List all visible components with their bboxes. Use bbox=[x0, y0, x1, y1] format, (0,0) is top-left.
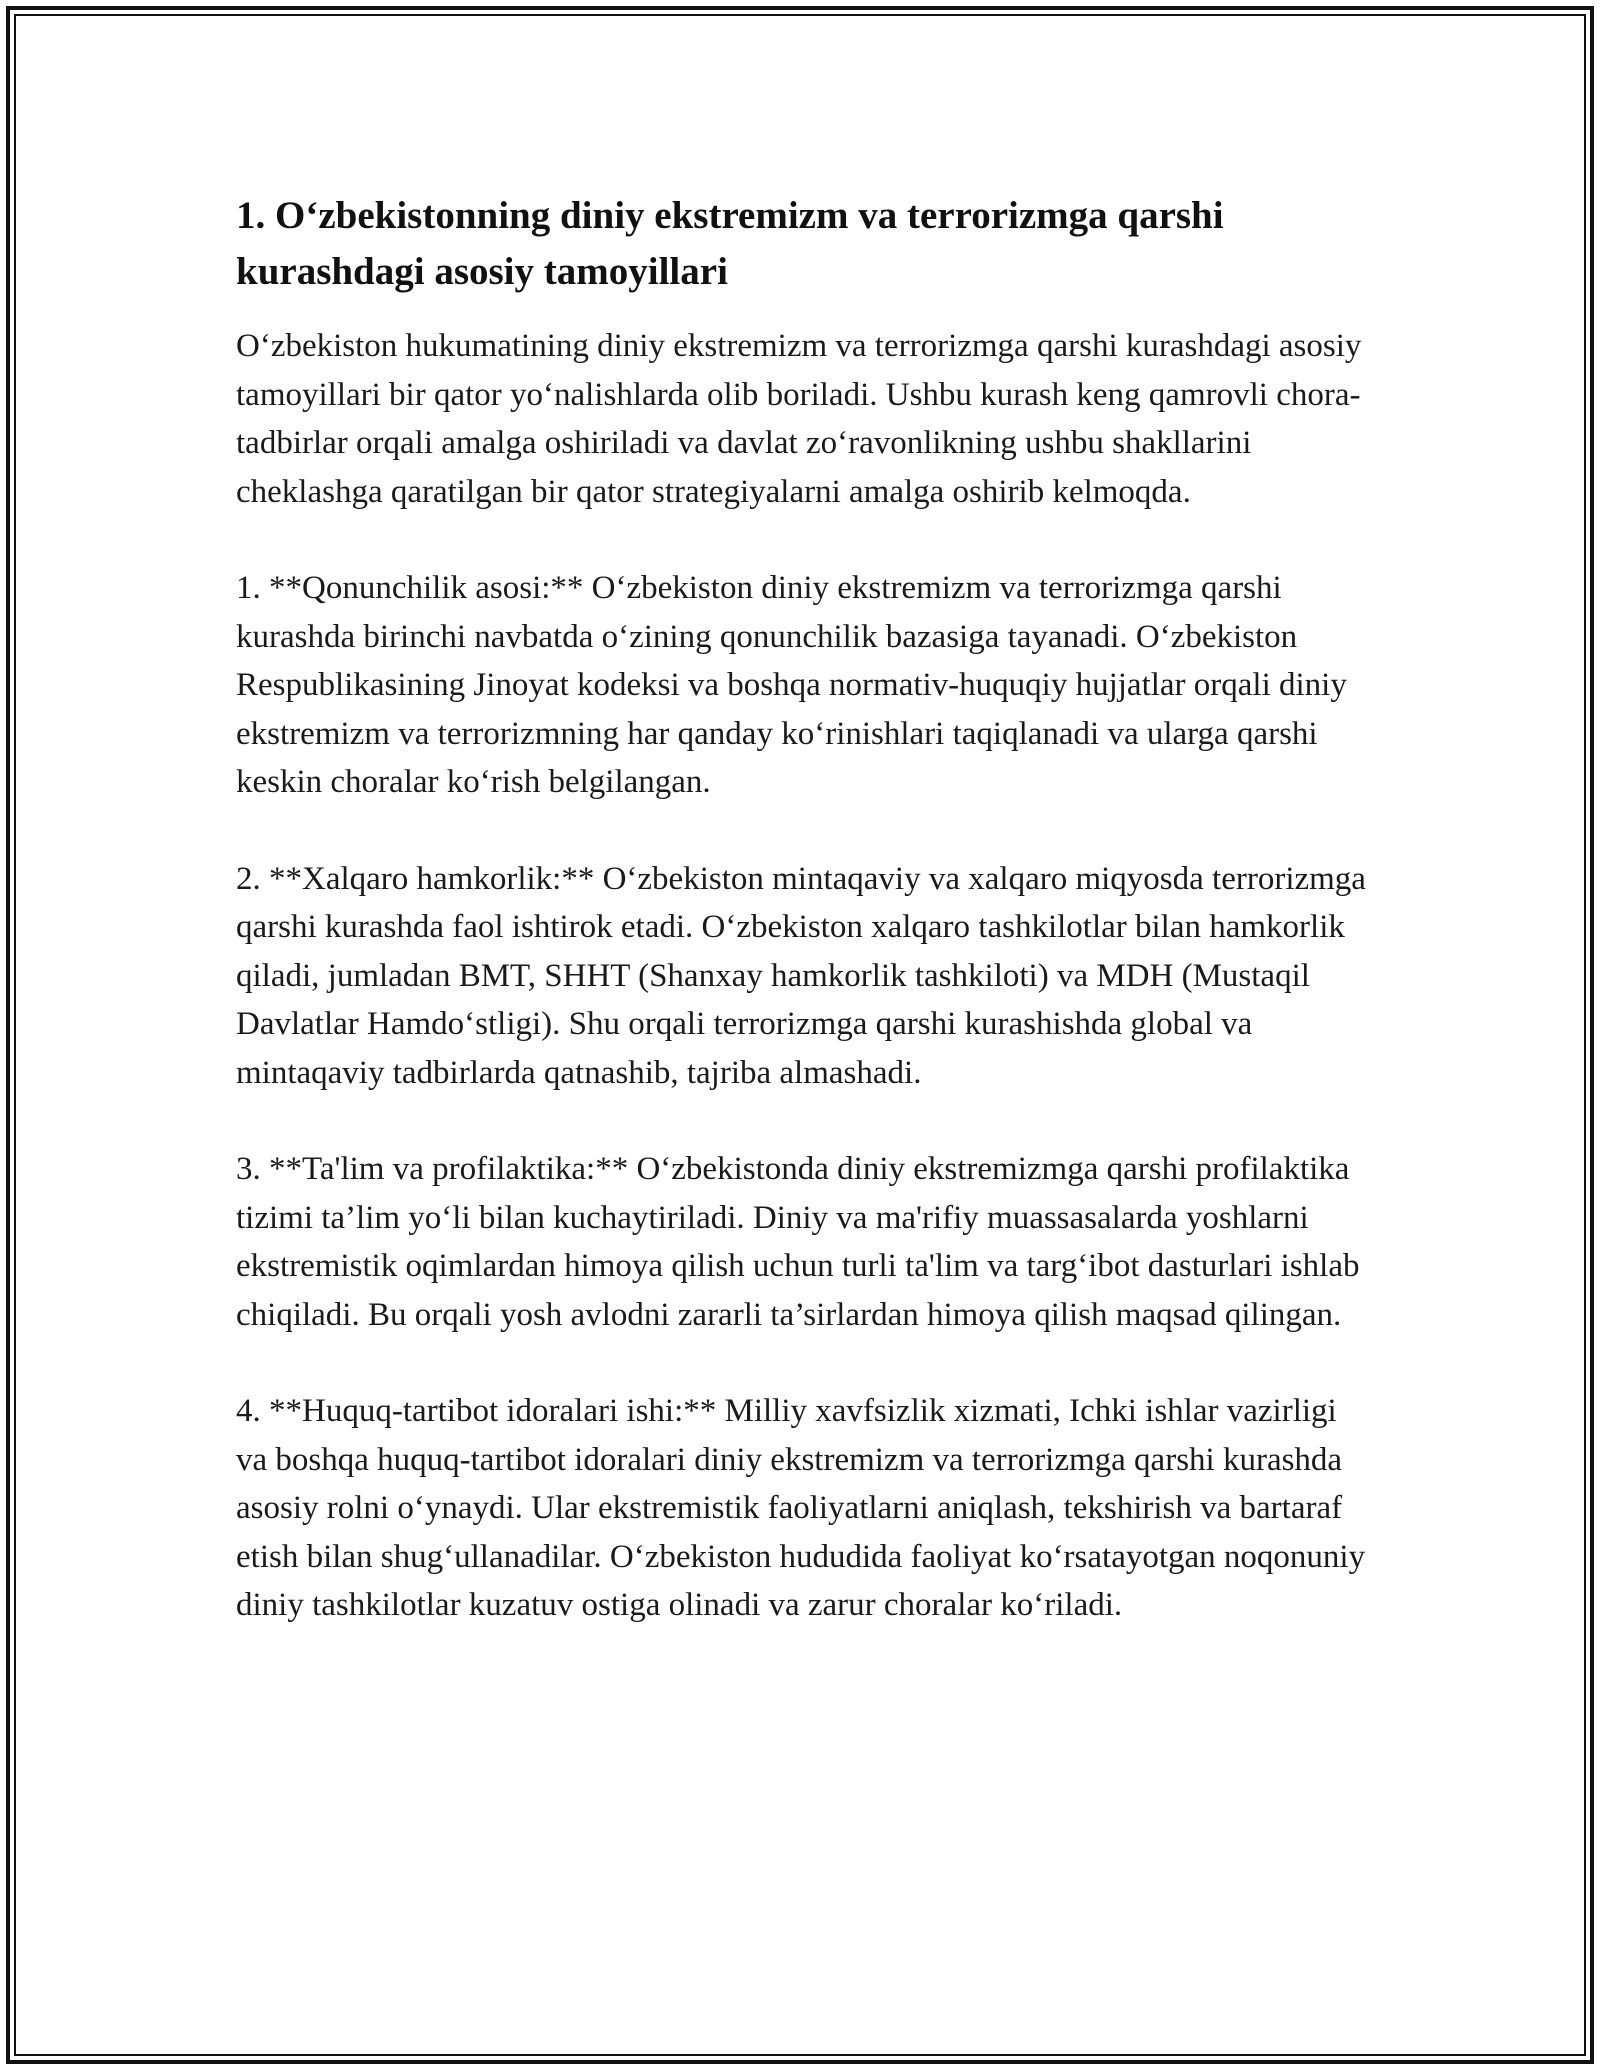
document-body bbox=[236, 188, 1376, 1678]
paragraph-law-enforcement: 4. **Huquq-tartibot idoralari ishi:** Milliy xavfsizlik xizmati, Ichki ishlar vazirligi va boshqa huquq-tartibot idoralari diniy ekstremizm va terrorizmga qarshi kurashda asosiy rolni o‘ynaydi. Ular ekstremistik faoliyatlarni aniqlash, tekshirish va bartaraf etish bilan shug‘ullanadilar. O‘zbekiston hududida faoliyat ko‘rsatayotgan noqonuniy diniy tashkilotlar kuzatuv ostiga olinadi va zarur choralar ko‘riladi. bbox=[236, 1393, 1366, 1623]
paragraph-education-prevention: 3. **Ta'lim va profilaktika:** O‘zbekistonda diniy ekstremizmga qarshi profilaktika tizimi ta’lim yo‘li bilan kuchaytiriladi. Diniy va ma'rifiy muassasalarda yoshlarni ekstremistik oqimlardan himoya qilish uchun turli ta'lim va targ‘ibot dasturlari ishlab chiqiladi. Bu orqali yosh avlodni zararli ta’sirlardan himoya qilish maqsad qilingan. bbox=[236, 1151, 1360, 1333]
paragraph-legislation: 1. **Qonunchilik asosi:** O‘zbekiston diniy ekstremizm va terrorizmga qarshi kurashda birinchi navbatda o‘zining qonunchilik bazasiga tayanadi. O‘zbekiston Respublikasining Jinoyat kodeksi va boshqa normativ-huquqiy hujjatlar orqali diniy ekstremizm va terrorizmning har qanday ko‘rinishlari taqiqlanadi va ularga qarshi keskin choralar ko‘rish belgilangan. bbox=[236, 570, 1347, 800]
intro-paragraph: O‘zbekiston hukumatining diniy ekstremizm va terrorizmga qarshi kurashdagi asosiy tamoyillari bir qator yo‘nalishlarda olib boriladi. Ushbu kurash keng qamrovli chora-tadbirlar orqali amalga oshiriladi va davlat zo‘ravonlikning ushbu shakllarini cheklashga qaratilgan bir qator strategiyalarni amalga oshirib kelmoqda. bbox=[236, 328, 1362, 510]
paragraph-international-cooperation: 2. **Xalqaro hamkorlik:** O‘zbekiston mintaqaviy va xalqaro miqyosda terrorizmga qarshi kurashda faol ishtirok etadi. O‘zbekiston xalqaro tashkilotlar bilan hamkorlik qiladi, jumladan BMT, SHHT (Shanxay hamkorlik tashkiloti) va MDH (Mustaqil Davlatlar Hamdo‘stligi). Shu orqali terrorizmga qarshi kurashishda global va mintaqaviy tadbirlarda qatnashib, tajriba almashadi. bbox=[236, 860, 1366, 1091]
section-heading: 1. O‘zbekistonning diniy ekstremizm va terrorizmga qarshi kurashdagi asosiy tamoyillari bbox=[236, 194, 1224, 293]
